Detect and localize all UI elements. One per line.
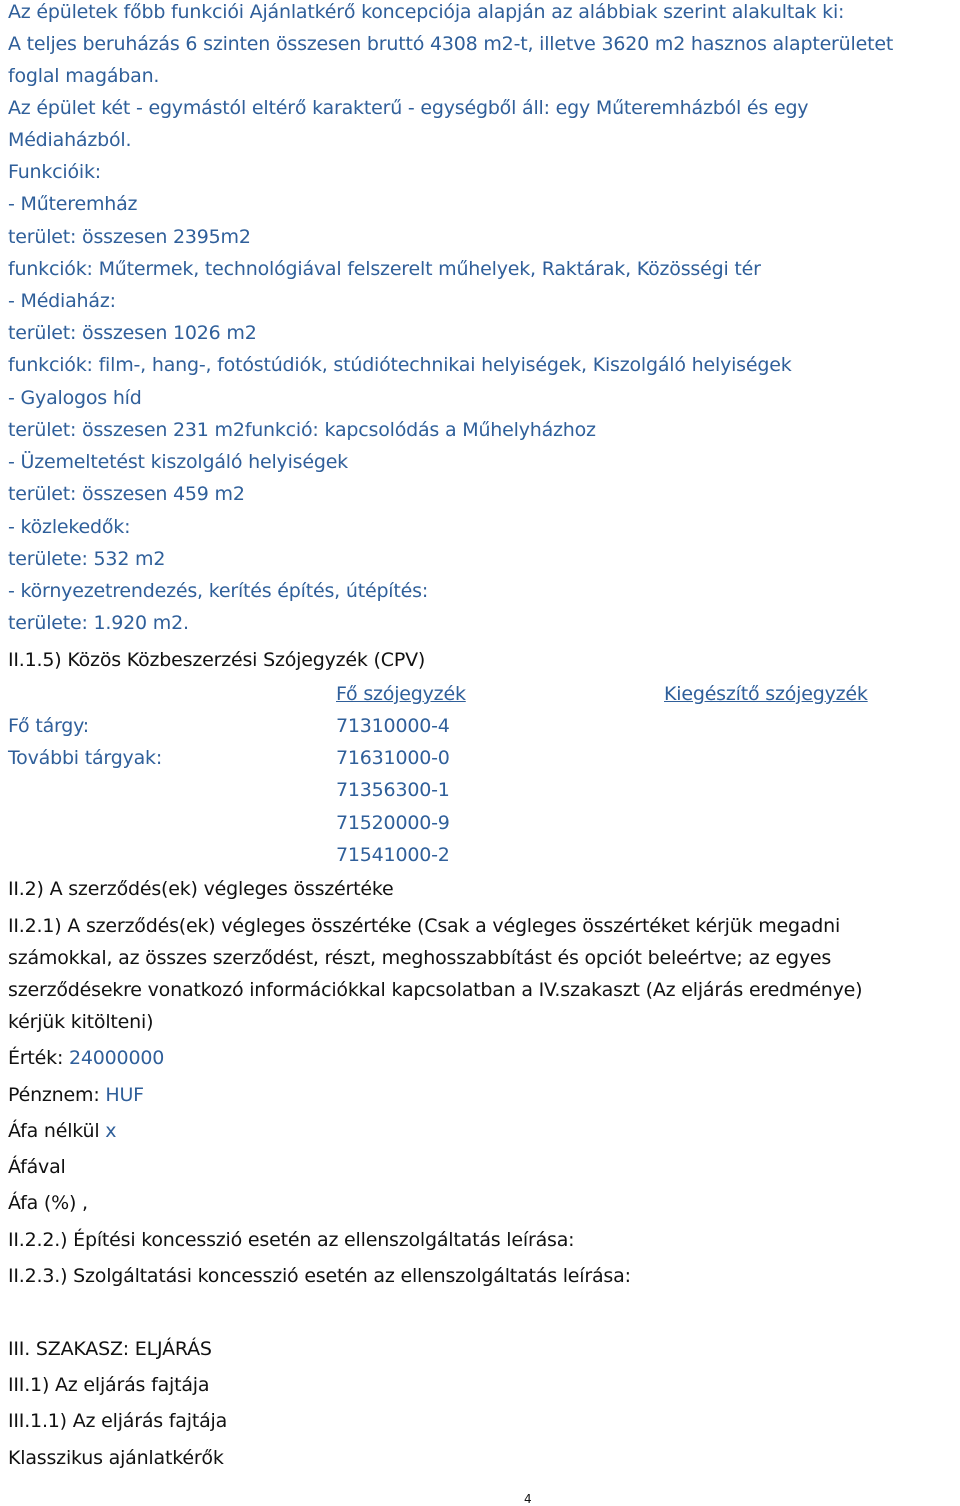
vat-percent-label: Áfa (%) ,	[8, 1192, 88, 1214]
cpv-main-column-header: Fő szójegyzék	[336, 683, 466, 705]
cpv-code: 71356300-1	[336, 779, 450, 801]
currency-row	[8, 1082, 144, 1108]
currency-value: HUF	[105, 1084, 144, 1106]
vat-excluded-label: Áfa nélkül	[8, 1120, 106, 1142]
intro-line: - Médiaház:	[8, 290, 116, 312]
vat-excluded-mark: x	[105, 1120, 117, 1142]
currency-label: Pénznem:	[8, 1084, 106, 1106]
intro-line: A teljes beruházás 6 szinten összesen bruttó 4308 m2-t, illetve 3620 m2 hasznos alapterületet	[8, 33, 894, 55]
intro-line: területe: 532 m2	[8, 548, 166, 570]
service-concession-line: II.2.3.) Szolgáltatási koncesszió esetén az ellenszolgáltatás leírása:	[8, 1265, 631, 1287]
cpv-heading: II.1.5) Közös Közbeszerzési Szójegyzék (CPV)	[8, 649, 426, 671]
cpv-code: 71310000-4	[336, 715, 450, 737]
intro-line: terület: összesen 2395m2	[8, 226, 251, 248]
contract-value-paragraph-line: szerződésekre vonatkozó információkkal kapcsolatban a IV.szakaszt (Az eljárás eredménye)	[8, 979, 863, 1001]
intro-line: - Gyalogos híd	[8, 387, 142, 409]
intro-line: funkciók: Műtermek, technológiával felszerelt műhelyek, Raktárak, Közösségi tér	[8, 258, 761, 280]
cpv-code: 71520000-9	[336, 812, 450, 834]
intro-line: terület: összesen 1026 m2	[8, 322, 257, 344]
value-row	[8, 1045, 164, 1071]
cpv-code: 71541000-2	[336, 844, 450, 866]
procedure-type-value: Klasszikus ajánlatkérők	[8, 1447, 224, 1469]
intro-line: - környezetrendezés, kerítés építés, útépítés:	[8, 580, 429, 602]
procedure-type-subheading: III.1.1) Az eljárás fajtája	[8, 1410, 228, 1432]
page-number: 4	[524, 1492, 532, 1506]
value-amount: 24000000	[69, 1047, 165, 1069]
intro-line: Az épület két - egymástól eltérő karakterű - egységből áll: egy Műteremházból és egy	[8, 97, 809, 119]
contract-value-paragraph-line: számokkal, az összes szerződést, részt, meghosszabbítást és opciót beleértve; az egyes	[8, 947, 832, 969]
intro-line: terület: összesen 459 m2	[8, 483, 245, 505]
intro-line: Médiaházból.	[8, 129, 132, 151]
intro-line: - Műteremház	[8, 193, 138, 215]
intro-line: terület: összesen 231 m2funkció: kapcsolódás a Műhelyházhoz	[8, 419, 596, 441]
intro-line: Funkcióik:	[8, 161, 102, 183]
cpv-code: 71631000-0	[336, 747, 450, 769]
cpv-more-subjects-label: További tárgyak:	[8, 747, 163, 769]
intro-line: - Üzemeltetést kiszolgáló helyiségek	[8, 451, 348, 473]
intro-line: funkciók: film-, hang-, fotóstúdiók, stúdiótechnikai helyiségek, Kiszolgáló helyiségek	[8, 354, 792, 376]
cpv-supplementary-column-header: Kiegészítő szójegyzék	[664, 683, 868, 705]
contract-value-paragraph-line: kérjük kitölteni)	[8, 1011, 154, 1033]
intro-line: - közlekedők:	[8, 516, 131, 538]
cpv-main-subject-label: Fő tárgy:	[8, 715, 90, 737]
intro-line: foglal magában.	[8, 65, 160, 87]
section-heading: III. SZAKASZ: ELJÁRÁS	[8, 1338, 212, 1360]
contract-value-paragraph-line: II.2.1) A szerződés(ek) végleges összértéke (Csak a végleges összértéket kérjük megadni	[8, 915, 841, 937]
vat-excluded-row	[8, 1118, 116, 1144]
procedure-type-heading: III.1) Az eljárás fajtája	[8, 1374, 210, 1396]
vat-included-label: Áfával	[8, 1156, 66, 1178]
intro-line: Az épületek főbb funkciói Ajánlatkérő koncepciója alapján az alábbiak szerint alakultak ki:	[8, 1, 845, 23]
contract-value-heading: II.2) A szerződés(ek) végleges összértéke	[8, 878, 394, 900]
value-label: Érték:	[8, 1047, 69, 1069]
intro-line: területe: 1.920 m2.	[8, 612, 189, 634]
construction-concession-line: II.2.2.) Építési koncesszió esetén az ellenszolgáltatás leírása:	[8, 1229, 575, 1251]
